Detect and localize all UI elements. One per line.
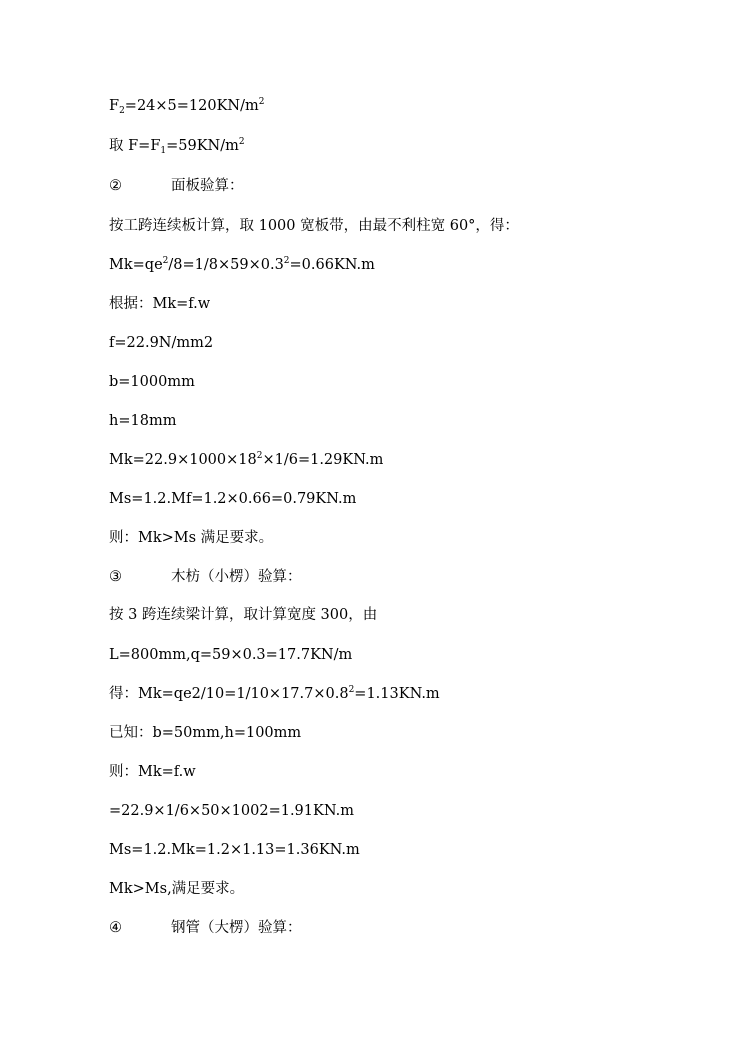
text-basis: 根据：Mk=f.w [109,296,211,312]
formula-b: b=1000mm [109,374,195,390]
formula-mk-capacity: $Mk=22.9\times 1000\times 18^2\times 1/6=1.29KN.m$ [109,451,384,468]
formula-capacity-joist: =22.9×1/6×50×1002=1.91KN.m [109,803,354,819]
formula-ms-joist: Ms=1.2.Mk=1.2×1.13=1.36KN.m [109,842,360,858]
conclusion-panel: 则：Mk>Ms 满足要求。 [109,530,274,546]
formula-mk-panel: $Mk=qe^2/8=1/8\times 59\times 0.3^2=0.66KN.m$ [109,256,375,273]
formula-ms-panel: Ms=1.2.Mf=1.2×0.66=0.79KN.m [109,491,357,507]
text-known: 已知：b=50mm,h=100mm [109,725,302,741]
section-heading-joist: ③ 木枋（小楞）验算： [109,569,302,585]
section-heading-panel: ② 面板验算： [109,178,244,194]
formula-take-f: 取 $F=F_1=59KN/m^2$ [109,137,245,156]
formula-mk-joist: 得：$Mk=qe2/10=1/10\times 17.7\times 0.8^2=1.13KN.m$ [109,685,440,702]
paragraph-joist-method: 按 3 跨连续梁计算，取计算宽度 300，由 [109,607,378,623]
formula-f: f=22.9N/mm2 [109,335,214,351]
formula-load-joist: L=800mm,q=59×0.3=17.7KN/m [109,647,353,663]
formula-f2: $F_2=24\times 5=120KN/m^2$ [109,97,265,116]
text-then: 则：Mk=f.w [109,764,196,780]
conclusion-joist: Mk>Ms,满足要求。 [109,881,245,897]
section-heading-steel-pipe: ④ 钢管（大楞）验算： [109,920,302,936]
paragraph-panel-method: 按工跨连续板计算，取 1000 宽板带，由最不利柱宽 60°，得： [109,218,519,234]
formula-h: h=18mm [109,413,177,429]
